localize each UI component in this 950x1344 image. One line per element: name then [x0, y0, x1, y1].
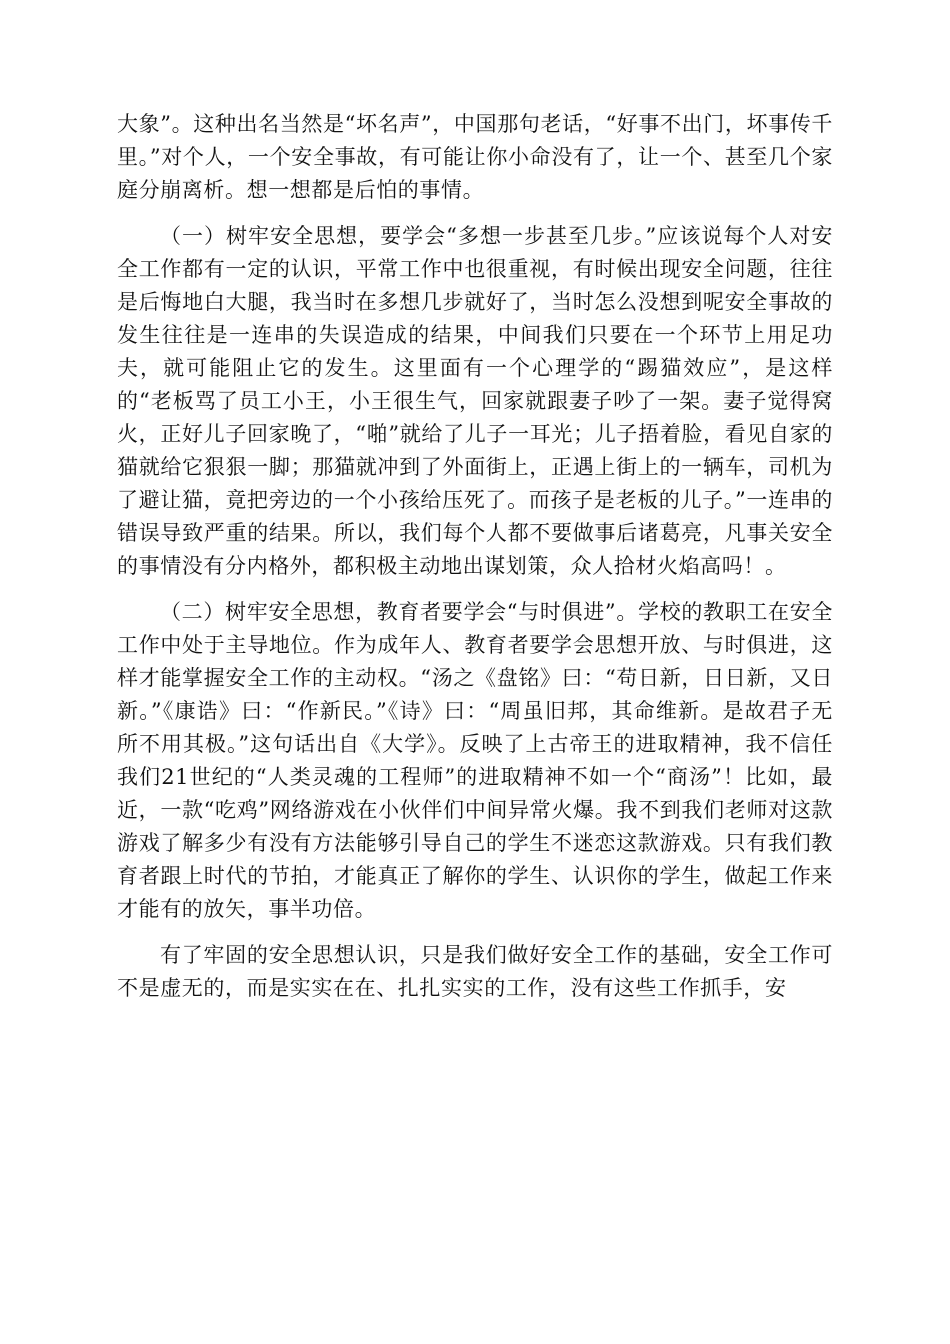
- document-page: [117, 108, 833, 1018]
- paragraph-closing: 有了牢固的安全思想认识，只是我们做好安全工作的基础，安全工作可不是虚无的，而是实实在在、扎扎实实的工作，没有这些工作抓手，安: [117, 943, 833, 1000]
- paragraph-section-two: （二）树牢安全思想，教育者要学会“与时俱进”。学校的教职工在安全工作中处于主导地位。作为成年人、教育者要学会思想开放、与时俱进，这样才能掌握安全工作的主动权。“汤之《盘铭》曰：“苟日新，日日新，又日新。”《康诰》曰：“作新民。”《诗》曰：“周虽旧邦，其命维新。是故君子无所不用其极。”这句话出自《大学》。反映了上古帝王的进取精神，我不信任我们21世纪的“人类灵魂的工程师”的进取精神不如一个“商汤”！比如，最近，一款“吃鸡”网络游戏在小伙伴们中间异常火爆。我不到我们老师对这款游戏了解多少有没有方法能够引导自己的学生不迷恋这款游戏。只有我们教育者跟上时代的节拍，才能真正了解你的学生、认识你的学生，做起工作来才能有的放矢，事半功倍。: [117, 600, 833, 921]
- paragraph-continuation: 大象”。这种出名当然是“坏名声”，中国那句老话，“好事不出门，坏事传千里。”对个人，一个安全事故，有可能让你小命没有了，让一个、甚至几个家庭分崩离析。想一想都是后怕的事情。: [117, 112, 833, 202]
- paragraph-section-one: （一）树牢安全思想，要学会“多想一步甚至几步。”应该说每个人对安全工作都有一定的认识，平常工作中也很重视，有时候出现安全问题，往往是后悔地白大腿，我当时在多想几步就好了，当时怎么没想到呢安全事故的发生往往是一连串的失误造成的结果，中间我们只要在一个环节上用足功夫，就可能阻止它的发生。这里面有一个心理学的“踢猫效应”，是这样的“老板骂了员工小王，小王很生气，回家就跟妻子吵了一架。妻子觉得窝火，正好儿子回家晚了，“啪”就给了儿子一耳光；儿子捂着脸，看见自家的猫就给它狠狠一脚；那猫就冲到了外面街上，正遇上街上的一辆车，司机为了避让猫，竟把旁边的一个小孩给压死了。而孩子是老板的儿子。”一连串的错误导致严重的结果。所以，我们每个人都不要做事后诸葛亮，凡事关安全的事情没有分内格外，都积极主动地出谋划策，众人拾材火焰高吗！。: [117, 224, 833, 578]
